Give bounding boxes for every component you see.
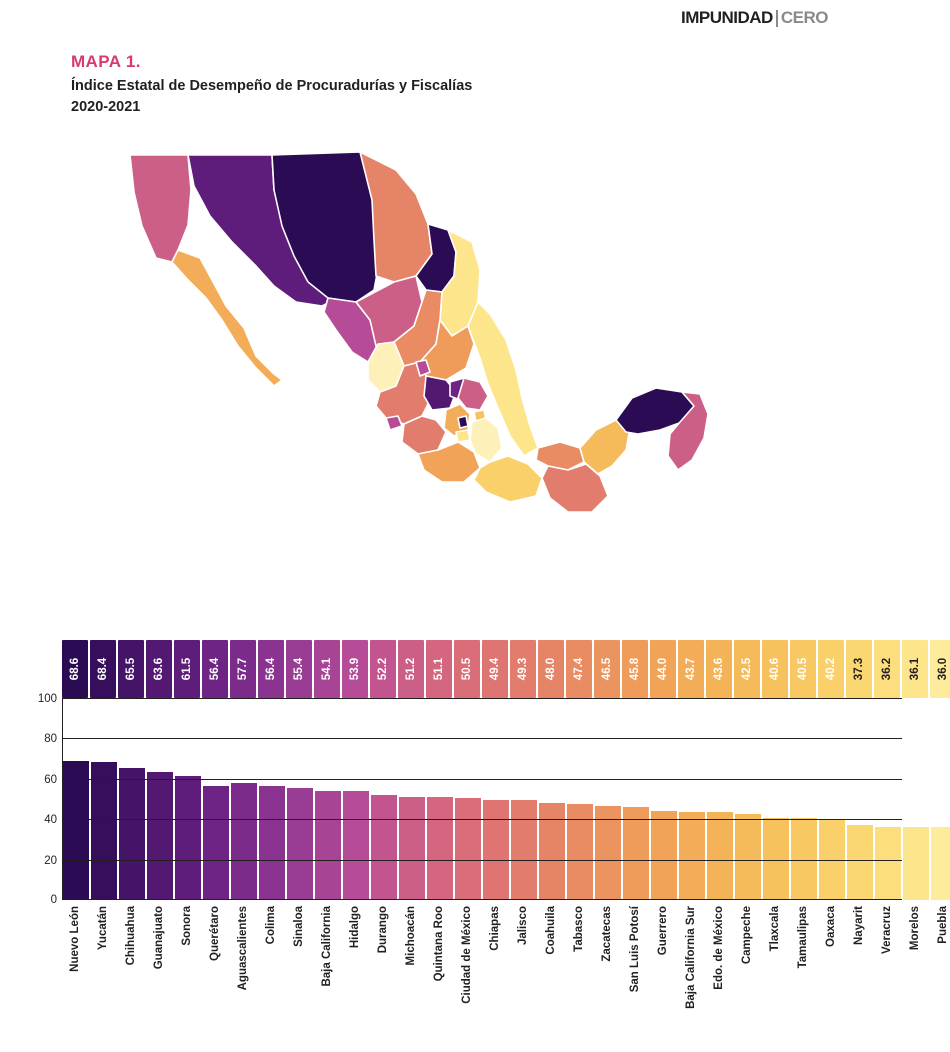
x-axis-label-text: Ciudad de México [461, 906, 473, 1004]
x-axis-label-cell [258, 906, 284, 1036]
value-label-chip [146, 640, 172, 698]
map-number-label: MAPA 1. [71, 52, 141, 71]
x-axis-label-text: Tabasco [573, 906, 585, 952]
x-axis-label-text: Chiapas [489, 906, 501, 951]
value-label-text: 57.7 [236, 657, 249, 681]
x-axis-label-text: Baja California [321, 906, 333, 987]
gridline [44, 814, 902, 827]
y-axis-tick-label: 20 [44, 854, 57, 867]
x-axis-label-cell [454, 906, 480, 1036]
value-label-text: 36.2 [880, 657, 893, 681]
value-label-text: 46.5 [600, 657, 613, 681]
x-axis-labels [62, 906, 950, 1036]
value-label-chip [538, 640, 564, 698]
x-axis-label-cell [846, 906, 872, 1036]
value-label-text: 65.5 [124, 657, 137, 681]
x-axis-label-cell [930, 906, 950, 1036]
x-axis-label-cell [706, 906, 732, 1036]
value-label-chip [930, 640, 950, 698]
value-label-text: 61.5 [180, 657, 193, 681]
x-axis-label-cell [230, 906, 256, 1036]
x-axis-label-text: Nayarit [853, 906, 865, 945]
x-axis-label-cell [566, 906, 592, 1036]
bars-container [63, 698, 950, 900]
value-label-chip [902, 640, 928, 698]
value-label-chip [62, 640, 88, 698]
x-axis-label-cell [874, 906, 900, 1036]
x-axis-label-text: Campeche [741, 906, 753, 965]
bar [847, 825, 873, 900]
value-label-text: 43.7 [684, 657, 697, 681]
state-michoacan [402, 416, 446, 454]
bar [371, 795, 397, 900]
x-axis-label-cell [286, 906, 312, 1036]
value-label-chip [230, 640, 256, 698]
gridline [50, 894, 902, 906]
x-axis-label-text: Colima [265, 906, 277, 945]
bar [119, 768, 145, 900]
state-baja-california [130, 155, 191, 262]
x-axis-label-cell [174, 906, 200, 1036]
bar [735, 814, 761, 900]
value-label-chip [286, 640, 312, 698]
bar [399, 797, 425, 900]
x-axis-label-text: San Luis Potosí [629, 906, 641, 993]
value-label-text: 45.8 [628, 657, 641, 681]
bar [875, 827, 901, 900]
x-axis-label-text: Puebla [937, 906, 949, 944]
value-label-text: 53.9 [348, 657, 361, 681]
value-label-text: 68.4 [96, 657, 109, 681]
value-label-chip [790, 640, 816, 698]
x-axis-label-cell [678, 906, 704, 1036]
x-axis-label-text: Yucatán [97, 906, 109, 951]
x-axis-label-cell [650, 906, 676, 1036]
x-axis-label-cell [594, 906, 620, 1036]
bar [539, 803, 565, 900]
state-colima [386, 416, 402, 430]
logo-word-cero: CERO [780, 8, 828, 27]
map-svg [60, 130, 890, 610]
x-axis-label-text: Quintana Roo [433, 906, 445, 982]
state-hidalgo [458, 378, 488, 410]
value-label-text: 40.6 [768, 657, 781, 681]
x-axis-label-cell [370, 906, 396, 1036]
state-morelos [456, 430, 470, 442]
x-axis-label-text: Michoacán [405, 906, 417, 966]
bar [203, 786, 229, 900]
page-title: Índice Estatal de Desempeño de Procuradurías y Fiscalías 2020-2021 [71, 78, 473, 116]
x-axis-label-cell [426, 906, 452, 1036]
y-axis-tick-label: 80 [44, 733, 57, 746]
state-oaxaca [474, 456, 542, 502]
x-axis-label-text: Jalisco [517, 906, 529, 945]
value-label-chip [818, 640, 844, 698]
value-label-chip [426, 640, 452, 698]
x-axis-label-text: Baja California Sur [685, 906, 697, 1009]
value-label-chip [566, 640, 592, 698]
x-axis-label-cell [538, 906, 564, 1036]
x-axis-label-text: Veracruz [881, 906, 893, 954]
value-label-chip [202, 640, 228, 698]
bar [147, 772, 173, 900]
bar [315, 791, 341, 900]
value-label-text: 49.3 [516, 657, 529, 681]
bar [483, 800, 509, 900]
y-axis-tick-label: 60 [44, 773, 57, 786]
value-label-text: 52.2 [376, 657, 389, 681]
y-axis-tick-label: 100 [37, 693, 57, 705]
x-axis-label-cell [202, 906, 228, 1036]
value-label-chip [90, 640, 116, 698]
value-label-chip [510, 640, 536, 698]
bar [679, 812, 705, 900]
value-label-chip [594, 640, 620, 698]
value-label-chip [398, 640, 424, 698]
bar [175, 776, 201, 900]
x-axis-label-cell [790, 906, 816, 1036]
x-axis-label-text: Edo. de México [713, 906, 725, 990]
value-label-text: 55.4 [292, 657, 305, 681]
bar [931, 827, 950, 900]
value-label-text: 43.6 [712, 657, 725, 681]
value-label-chip [454, 640, 480, 698]
value-label-text: 51.1 [432, 657, 445, 681]
x-axis-label-text: Tamaulipas [797, 906, 809, 969]
value-label-text: 68.6 [68, 657, 81, 681]
bar [427, 797, 453, 900]
value-label-text: 44.0 [656, 657, 669, 681]
x-axis-label-cell [902, 906, 928, 1036]
x-axis-label-text: Chihuahua [125, 906, 137, 966]
value-label-chip [118, 640, 144, 698]
value-label-chip [342, 640, 368, 698]
value-label-text: 42.5 [740, 657, 753, 681]
plot-area [37, 693, 902, 906]
value-label-text: 48.0 [544, 657, 557, 681]
logo-word-impunidad: IMPUNIDAD [681, 8, 773, 27]
value-label-chip [370, 640, 396, 698]
x-axis-label-text: Oaxaca [825, 906, 837, 947]
x-axis-label-cell [62, 906, 88, 1036]
x-axis-label-text: Guerrero [657, 906, 669, 956]
bar [287, 788, 313, 900]
x-axis-label-cell [342, 906, 368, 1036]
gridline [37, 693, 902, 705]
x-axis-label-cell [762, 906, 788, 1036]
value-label-text: 50.5 [460, 657, 473, 681]
x-axis-label-text: Durango [377, 906, 389, 954]
x-axis-label-text: Querétaro [209, 906, 221, 961]
value-label-chip [650, 640, 676, 698]
value-label-text: 63.6 [152, 657, 165, 681]
x-axis-label-cell [734, 906, 760, 1036]
logo-divider [776, 10, 778, 27]
bar [231, 783, 257, 900]
value-label-text: 54.1 [320, 657, 333, 681]
value-label-chip [314, 640, 340, 698]
value-label-text: 47.4 [572, 657, 585, 681]
x-axis-label-cell [818, 906, 844, 1036]
x-axis-label-text: Guanajuato [153, 906, 165, 970]
bar [707, 812, 733, 900]
value-label-chip [622, 640, 648, 698]
value-label-chip [678, 640, 704, 698]
value-label-row [62, 640, 950, 698]
bar [511, 800, 537, 900]
state-ciudad-de-mexico [458, 416, 468, 428]
value-label-text: 51.2 [404, 657, 417, 681]
mexico-choropleth-map [60, 130, 890, 610]
gridline [44, 773, 902, 786]
x-axis-label-text: Zacatecas [601, 906, 613, 962]
value-label-chip [846, 640, 872, 698]
value-label-text: 36.0 [936, 657, 949, 681]
value-label-chip [874, 640, 900, 698]
value-label-chip [482, 640, 508, 698]
value-label-text: 36.1 [908, 657, 921, 681]
bar [623, 807, 649, 900]
value-label-chip [706, 640, 732, 698]
gridline [44, 854, 902, 867]
bar [651, 811, 677, 900]
x-axis-label-cell [314, 906, 340, 1036]
x-axis-label-cell [90, 906, 116, 1036]
gridline [44, 733, 902, 746]
x-axis-label-text: Sinaloa [293, 906, 305, 947]
x-axis-label-cell [146, 906, 172, 1036]
bar [343, 791, 369, 900]
value-label-chip [762, 640, 788, 698]
bar [455, 798, 481, 900]
x-axis-label-text: Sonora [181, 906, 193, 946]
value-label-text: 40.2 [824, 657, 837, 681]
x-axis-label-text: Hidalgo [349, 906, 361, 949]
x-axis-label-cell [398, 906, 424, 1036]
value-label-text: 56.4 [208, 657, 221, 681]
value-label-chip [734, 640, 760, 698]
y-axis-tick-label: 0 [50, 894, 57, 906]
bar [63, 761, 89, 900]
x-axis-label-cell [510, 906, 536, 1036]
x-axis-label-cell [482, 906, 508, 1036]
x-axis-label-cell [118, 906, 144, 1036]
bar-chart [0, 640, 950, 1052]
x-axis-label-text: Morelos [909, 906, 921, 951]
x-axis-label-text: Tlaxcala [769, 906, 781, 952]
x-axis-label-text: Nuevo León [69, 906, 81, 972]
bar [91, 762, 117, 900]
value-label-text: 40.5 [796, 657, 809, 681]
bar [259, 786, 285, 900]
bar [903, 827, 929, 900]
brand-logo [681, 8, 828, 28]
y-axis-tick-label: 40 [44, 814, 57, 827]
x-axis-label-text: Aguascalientes [237, 906, 249, 991]
value-label-chip [174, 640, 200, 698]
x-axis-label-text: Coahuila [545, 906, 557, 955]
state-tabasco [536, 442, 584, 470]
value-label-chip [258, 640, 284, 698]
value-label-text: 37.3 [852, 657, 865, 681]
value-label-text: 56.4 [264, 657, 277, 681]
value-label-text: 49.4 [488, 657, 501, 681]
x-axis-label-cell [622, 906, 648, 1036]
